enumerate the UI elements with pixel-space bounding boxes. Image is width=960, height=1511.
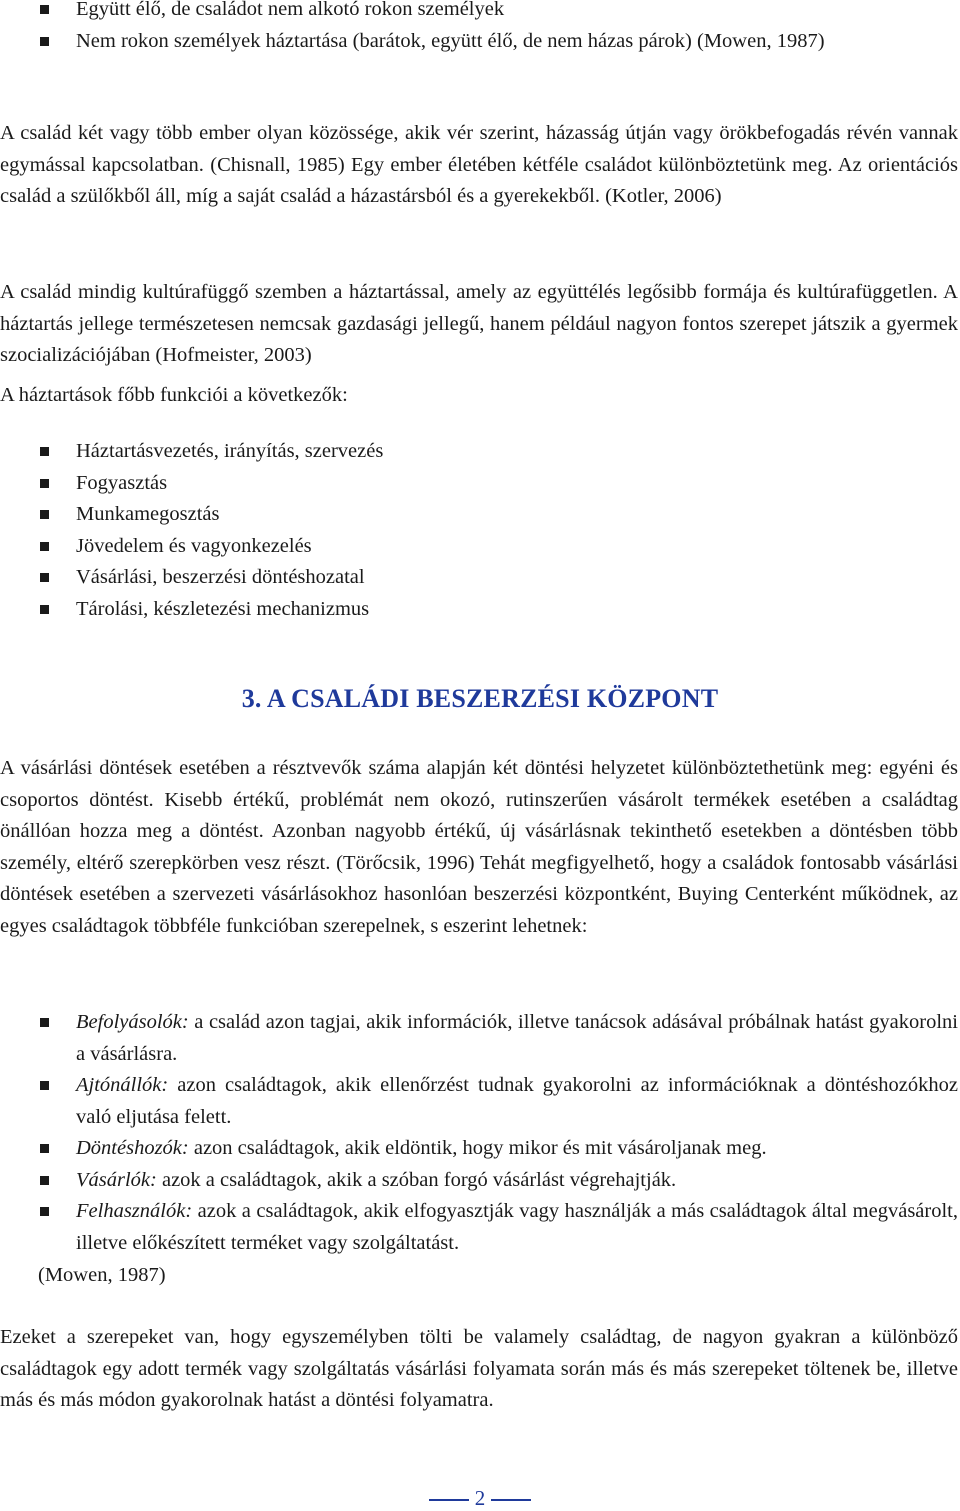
list-item: Fogyasztás xyxy=(0,468,960,500)
paragraph-family-definition: A család két vagy több ember olyan közössége, akik vér szerint, házasság útján vagy örökbefogadás révén vannak egymással kapcsolatban. (Chisnall, 1985) Egy ember életében kétféle családot különböztetünk meg. Az orientációs család a szülőkből áll, míg a saját család a házastársból és a gyerekekből. (Kotler, 2006) xyxy=(0,122,958,207)
footer-rule-right xyxy=(491,1499,531,1501)
paragraph-roles-summary: Ezeket a szerepeket van, hogy egyszemélyben tölti be valamely családtag, de nagyon gyakran a különböző családtagok egy adott termék vagy szolgáltatás vásárlási folyamata során más és más szerepeket töltenek be, illetve más és más módon gyakorolnak hatást a döntési folyamatra. xyxy=(0,1326,958,1411)
role-item xyxy=(0,1070,960,1133)
role-term: Vásárlók: xyxy=(76,1168,157,1191)
household-types-list xyxy=(0,0,960,57)
role-item xyxy=(0,1133,960,1165)
paragraph-household-culture: A család mindig kultúrafüggő szemben a háztartással, amely az együttélés legősibb formája és kultúrafüggetlen. A háztartás jellege természetesen nemcsak gazdasági jellegű, hanem például nagyon fontos szerepet játszik a gyermek szocializációjában (Hofmeister, 2003) xyxy=(0,281,958,366)
role-term: Felhasználók: xyxy=(76,1200,193,1222)
section-title: 3. A CSALÁDI BESZERZÉSI KÖZPONT xyxy=(241,684,719,713)
list-item: Együtt élő, de családot nem alkotó rokon személyek xyxy=(0,0,960,26)
role-description: a család azon tagjai, akik információk, illetve tanácsok adásával próbálnak hatást gyakorolni a vásárlásra. xyxy=(76,1011,958,1065)
role-item xyxy=(0,1165,960,1197)
list-item: Nem rokon személyek háztartása (barátok, együtt élő, de nem házas párok) (Mowen, 1987) xyxy=(0,26,960,58)
role-item xyxy=(0,1196,960,1259)
list-item: Jövedelem és vagyonkezelés xyxy=(0,531,960,563)
list-item: Vásárlási, beszerzési döntéshozatal xyxy=(0,562,960,594)
role-term: Ajtónállók: xyxy=(76,1074,169,1096)
role-item xyxy=(0,1007,960,1070)
list-item: Tárolási, készletezési mechanizmus xyxy=(0,594,960,626)
role-term: Befolyásolók: xyxy=(76,1011,189,1033)
role-description: azon családtagok, akik eldöntik, hogy mikor és mit vásároljanak meg. xyxy=(188,1137,767,1159)
role-description: azok a családtagok, akik a szóban forgó vásárlást végrehajtják. xyxy=(156,1168,677,1191)
role-description: azok a családtagok, akik elfogyasztják vagy használják a más családtagok által megvásárolt, illetve előkészített terméket vagy szolgáltatást. xyxy=(76,1200,958,1254)
role-description: azon családtagok, akik ellenőrzést tudnak gyakorolni az információknak a döntéshozókhoz való eljutása felett. xyxy=(76,1074,958,1128)
household-functions-list xyxy=(0,436,960,625)
paragraph-buying-decisions: A vásárlási döntések esetében a résztvevők száma alapján két döntési helyzetet különböztethetünk meg: egyéni és csoportos döntést. Kisebb értékű, problémát nem okozó, rutinszerűen vásárolt termékek esetében a családtag önállóan hozza meg a döntést. Azonban nagyobb értékű, új vásárlásnak tekinthető esetekben a döntésben több személy, eltérő szerepkörben vesz részt. (Törőcsik, 1996) Tehát megfigyelhető, hogy a családok fontosabb vásárlási döntések esetében a szervezeti vásárlásokhoz hasonlóan beszerzési központként, Buying Centerként működnek, az egyes családtagok többféle funkcióban szerepelnek, s eszerint lehetnek: xyxy=(0,757,958,937)
family-roles-list xyxy=(0,1007,960,1259)
paragraph-functions-intro: A háztartások főbb funkciói a következők: xyxy=(0,384,348,406)
footer-rule-left xyxy=(429,1499,469,1501)
page-number: 2 xyxy=(474,1486,486,1510)
source-citation: (Mowen, 1987) xyxy=(38,1264,166,1286)
role-term: Döntéshozók: xyxy=(76,1137,189,1159)
list-item: Munkamegosztás xyxy=(0,499,960,531)
page-footer xyxy=(0,1486,960,1511)
list-item: Háztartásvezetés, irányítás, szervezés xyxy=(0,436,960,468)
